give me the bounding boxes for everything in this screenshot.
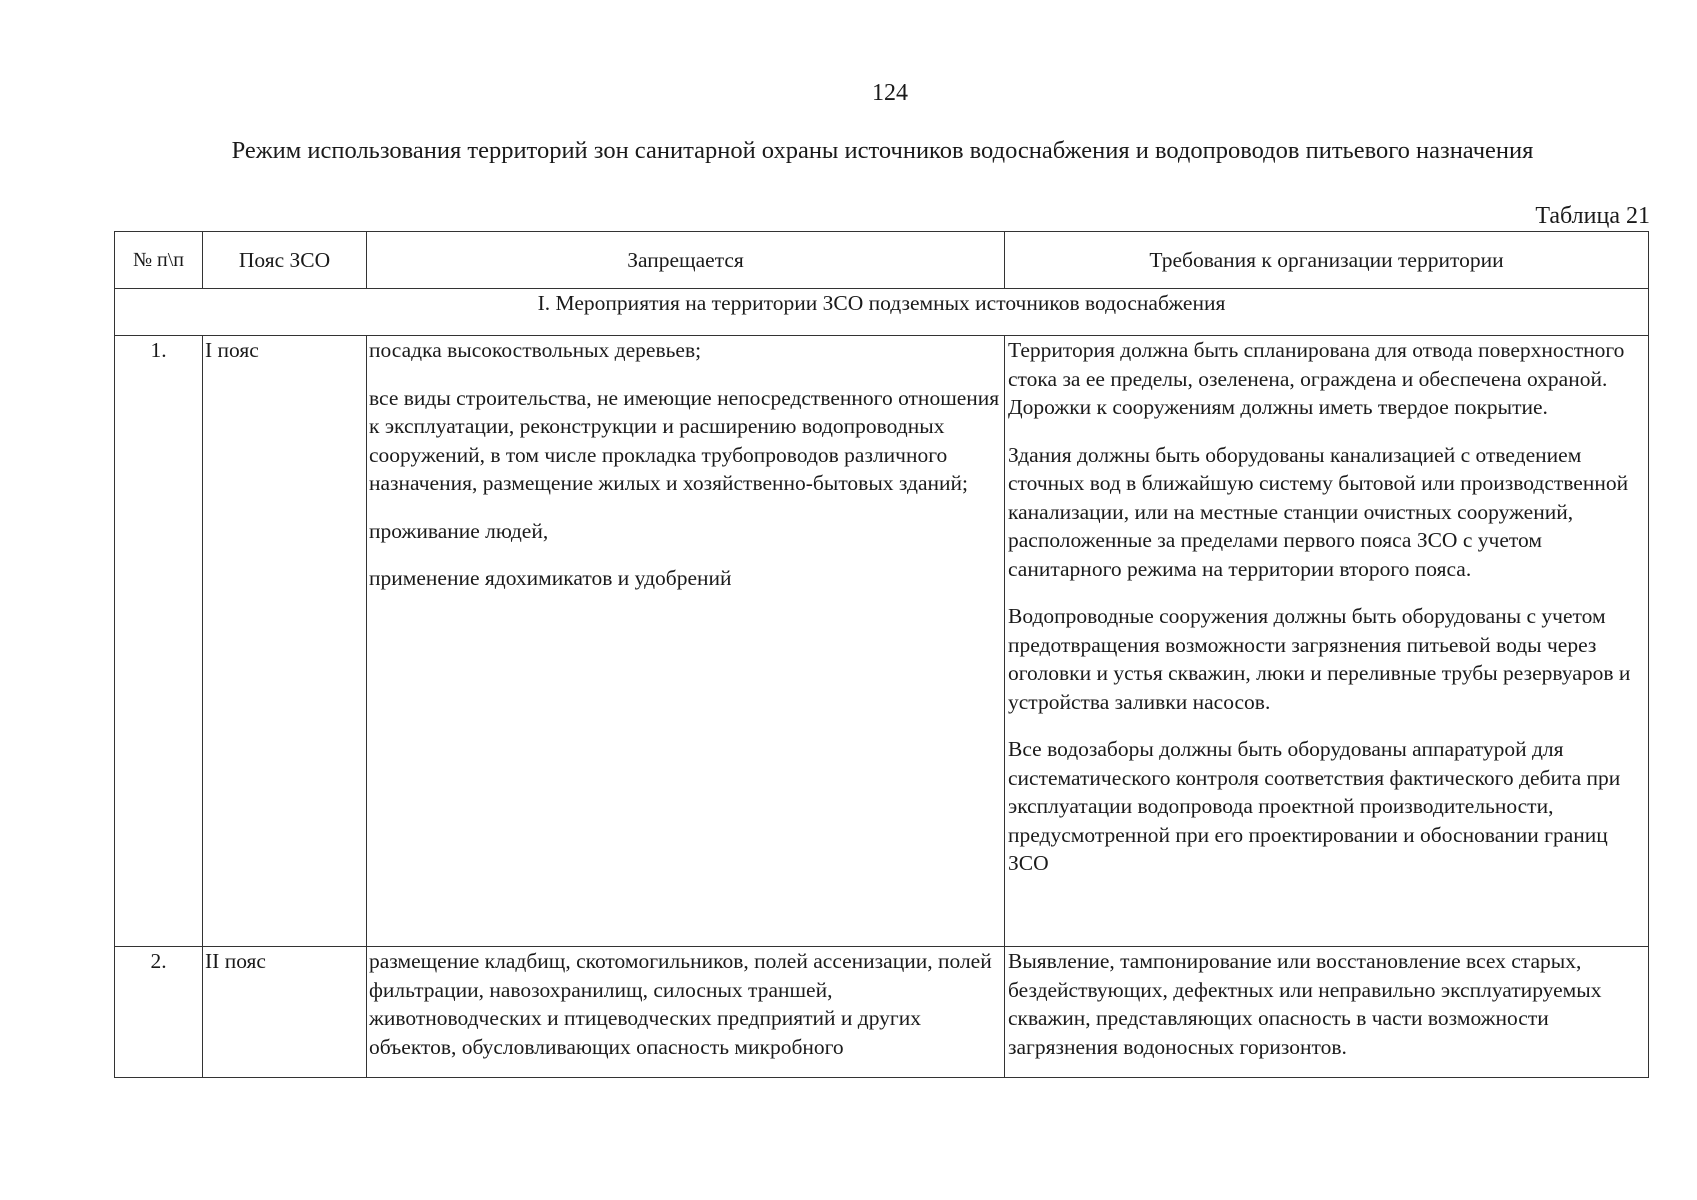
row-requirements-cell [1005, 336, 1649, 947]
document-title: Режим использования территорий зон санитарной охраны источников водоснабжения и водопроводов питьевого назначения [231, 137, 1534, 164]
requirement-item: Выявление, тампонирование или восстановление всех старых, бездействующих, дефектных или неправильно эксплуатируемых скважин, представляющих опасность в части возможности загрязнения водоносных горизонтов. [1008, 949, 1602, 1059]
row-forbidden-cell [367, 947, 1005, 1078]
section-row [115, 289, 1649, 336]
sanitary-zone-table [114, 231, 1649, 1078]
forbidden-item: все виды строительства, не имеющие непосредственного отношения к эксплуатации, реконструкции и расширению водопроводных сооружений, в том числе прокладка трубопроводов различного назначения, размещение жилых и хозяйственно-бытовых зданий; [369, 385, 1000, 495]
row-number: 1. [115, 336, 203, 947]
forbidden-item: посадка высокоствольных деревьев; [369, 338, 702, 362]
row-forbidden-cell [367, 336, 1005, 947]
forbidden-item: размещение кладбищ, скотомогильников, полей ассенизации, полей фильтрации, навозохранилищ, силосных траншей, животноводческих и птицеводческих предприятий и других объектов, обусловливающих опасность микробного [369, 949, 992, 1059]
row-zone: II пояс [203, 947, 367, 1078]
requirement-item: Все водозаборы должны быть оборудованы аппаратурой для систематического контроля соответствия фактического дебита при эксплуатации водопровода проектной производительности, предусмотренной при его проектировании и обосновании границ ЗСО [1008, 737, 1621, 875]
header-forbidden: Запрещается [367, 232, 1005, 289]
row-requirements-cell [1005, 947, 1649, 1078]
page-number: 124 [872, 80, 908, 106]
table-row [115, 336, 1649, 947]
header-zone: Пояс ЗСО [203, 232, 367, 289]
forbidden-item: проживание людей, [369, 518, 549, 543]
requirement-item: Территория должна быть спланирована для отвода поверхностного стока за ее пределы, озеленена, ограждена и обеспечена охраной. Дорожки к сооружениям должны иметь твердое покрытие. [1008, 338, 1625, 419]
header-num: № п\п [115, 232, 203, 289]
row-number: 2. [115, 947, 203, 1078]
section-title: I. Мероприятия на территории ЗСО подземных источников водоснабжения [115, 289, 1649, 336]
requirement-item: Здания должны быть оборудованы канализацией с отведением сточных вод в ближайшую систему бытовой или производственной канализации, или на местные станции очистных сооружений, расположенные за пределами первого пояса ЗСО с учетом санитарного режима на территории второго пояса. [1008, 442, 1629, 581]
header-requirements: Требования к организации территории [1005, 232, 1649, 289]
table-row [115, 947, 1649, 1078]
row-zone: I пояс [203, 336, 367, 947]
forbidden-item: применение ядохимикатов и удобрений [369, 566, 732, 590]
table-header-row [115, 232, 1649, 289]
table-caption: Таблица 21 [1535, 203, 1650, 229]
requirement-item: Водопроводные сооружения должны быть оборудованы с учетом предотвращения возможности загрязнения питьевой воды через оголовки и устья скважин, люки и переливные трубы резервуаров и устройства заливки насосов. [1008, 604, 1631, 714]
